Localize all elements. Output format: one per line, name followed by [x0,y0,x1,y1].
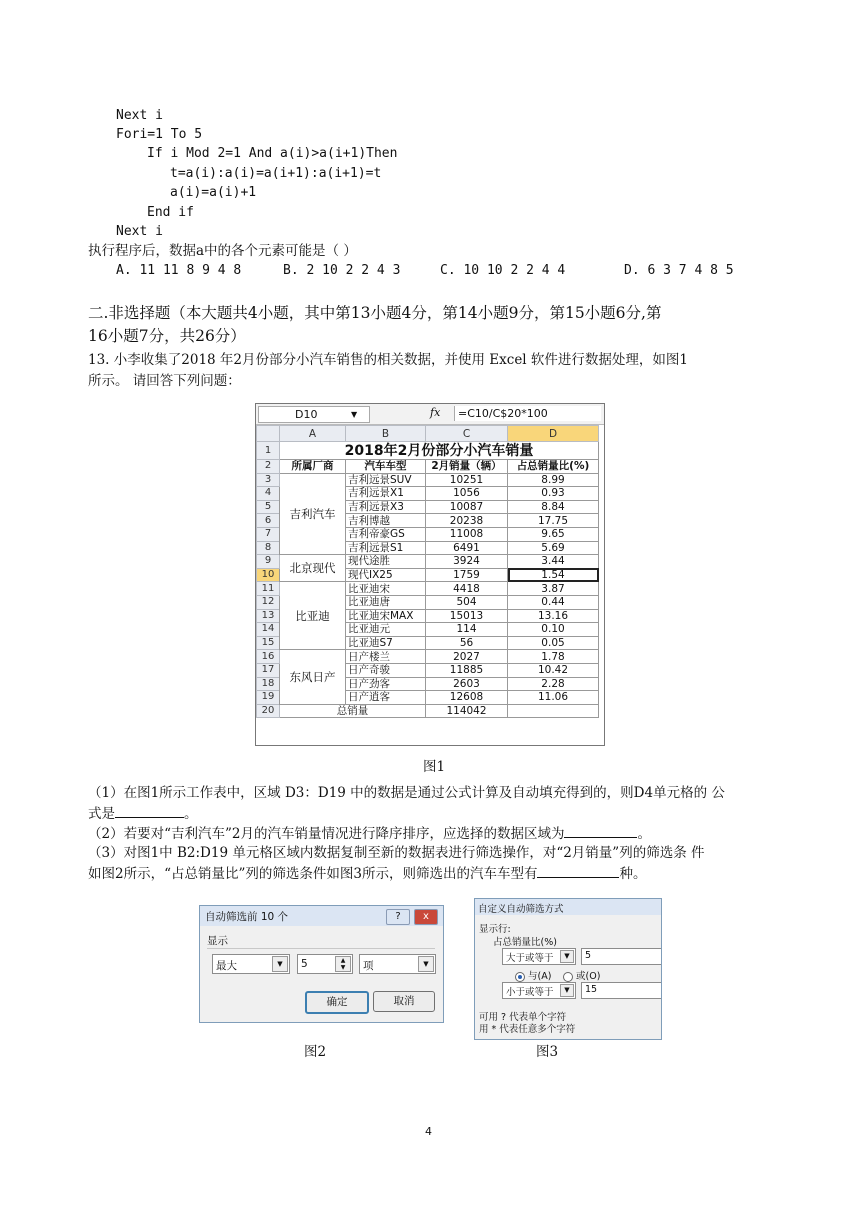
answer-options [0,263,860,283]
pct-cell: 3.87 [508,582,599,596]
pct-cell: 0.44 [508,595,599,609]
fig2-caption: 图2 [304,1044,327,1060]
section-heading: 二.非选择题（本大题共4小题，其中第13小题4分，第14小题9分，第15小题6分,第 [88,304,662,322]
model-cell: 日产劲客 [346,677,426,691]
help-button[interactable]: ? [386,909,410,925]
model-cell: 日产逍客 [346,691,426,705]
custom-filter-dialog [474,898,662,1040]
code-line: a(i)=a(i)+1 [170,185,257,200]
model-cell: 日产奇骏 [346,663,426,677]
row-header: 4 [257,487,280,501]
unit-select[interactable]: 项 ▼ [359,954,436,974]
row-header: 8 [257,541,280,555]
pct-cell: 10.42 [508,663,599,677]
header-cell: 所属厂商 [280,460,346,474]
row-header: 11 [257,582,280,596]
option-a: A. 11 11 8 9 4 8 [116,263,242,278]
dialog-title: 自动筛选前 10 个 [205,911,289,923]
header-cell: 汽车车型 [346,460,426,474]
close-button[interactable]: x [414,909,438,925]
group-label: 显示 [207,935,228,947]
cancel-button[interactable]: 取消 [373,991,435,1012]
row-header: 9 [257,555,280,569]
row-header: 16 [257,650,280,664]
model-cell: 吉利远景SUV [346,473,426,487]
formula-input: =C10/C$20*100 [454,406,601,421]
dialog-titlebar [200,906,443,926]
chevron-down-icon: ▼ [560,984,574,997]
row-header: 3 [257,473,280,487]
model-cell: 比亚迪唐 [346,595,426,609]
code-line: Next i [116,224,163,239]
row-header: 14 [257,623,280,637]
or-radio[interactable]: 或(O) [563,968,600,982]
model-cell: 吉利远景X1 [346,487,426,501]
model-cell: 比亚迪S7 [346,636,426,650]
pct-cell: 11.06 [508,691,599,705]
maker-cell: 北京现代 [280,555,346,582]
pct-cell: 2.28 [508,677,599,691]
sales-cell: 11885 [426,663,508,677]
value2-input[interactable]: 15 [581,982,662,999]
sales-cell: 3924 [426,555,508,569]
fig1-caption: 图1 [423,759,446,775]
sales-cell: 20238 [426,514,508,528]
option-b: B. 2 10 2 2 4 3 [283,263,401,278]
maker-cell: 东风日产 [280,650,346,704]
q13-intro: 所示。 请回答下列问题： [88,373,241,389]
sales-cell: 114 [426,623,508,637]
sales-cell: 15013 [426,609,508,623]
total-label: 总销量 [280,704,426,718]
row-header: 18 [257,677,280,691]
chevron-down-icon: ▼ [272,956,288,972]
model-cell: 比亚迪宋MAX [346,609,426,623]
operator1-select[interactable]: 大于或等于 ▼ [502,948,576,965]
dialog-titlebar [475,899,661,915]
pct-cell: 0.10 [508,623,599,637]
model-cell: 日产楼兰 [346,650,426,664]
chevron-down-icon: ▼ [418,956,434,972]
ok-button[interactable]: 确定 [305,991,369,1014]
chevron-down-icon: ▼ [351,410,358,419]
value1-input[interactable]: 5 [581,948,662,965]
fig3-caption: 图3 [536,1044,559,1060]
sales-cell: 504 [426,595,508,609]
spinner-arrows-icon[interactable]: ▲ ▼ [335,956,351,972]
answer-blank[interactable] [537,863,619,878]
sales-cell: 2603 [426,677,508,691]
sales-cell: 4418 [426,582,508,596]
code-line: Fori=1 To 5 [116,127,203,142]
option-c: C. 10 10 2 2 4 4 [440,263,566,278]
col-header: D [508,426,599,442]
pct-cell: 8.99 [508,473,599,487]
top-bottom-select[interactable]: 最大 ▼ [212,954,290,974]
name-box: D10 ▼ [258,406,370,423]
question-1-cont: 式是 。 [88,803,198,824]
corner-cell [257,426,280,442]
sales-cell: 10251 [426,473,508,487]
model-cell: 现代途胜 [346,555,426,569]
operator2-select[interactable]: 小于或等于 ▼ [502,982,576,999]
col-header: A [280,426,346,442]
and-radio[interactable]: 与(A) [515,968,551,982]
maker-cell: 比亚迪 [280,582,346,650]
code-line: End if [147,205,194,220]
question-3: （3）对图1中 B2:D19 单元格区域内数据复制至新的数据表进行筛选操作，对“2月销量”列的筛选条 件 [88,845,705,861]
maker-cell: 吉利汽车 [280,473,346,555]
sales-cell: 56 [426,636,508,650]
pct-cell: 3.44 [508,555,599,569]
row-header: 20 [257,704,280,718]
pct-cell: 13.16 [508,609,599,623]
code-line: Next i [116,108,163,123]
pct-cell: 17.75 [508,514,599,528]
model-cell: 比亚迪元 [346,623,426,637]
dialog-title: 自定义自动筛选方式 [478,904,564,915]
sales-cell: 10087 [426,500,508,514]
question-text: 执行程序后，数据a中的各个元素可能是（ ） [88,243,357,259]
column-label: 占总销量比(%) [493,937,557,948]
excel-screenshot [255,403,605,746]
model-cell: 吉利远景S1 [346,541,426,555]
hint-text: 用 * 代表任意多个字符 [479,1024,576,1035]
total-value: 114042 [426,704,508,718]
question-1: （1）在图1所示工作表中，区域 D3：D19 中的数据是通过公式计算及自动填充得到的，则D4单元格的 公 [88,785,725,801]
row-header: 2 [257,460,280,474]
row-header: 13 [257,609,280,623]
row-header: 17 [257,663,280,677]
header-cell: 占总销量比(%) [508,460,599,474]
page-number: 4 [425,1125,432,1138]
top10-filter-dialog [199,905,444,1023]
sales-cell: 1056 [426,487,508,501]
row-header: 5 [257,500,280,514]
row-header: 7 [257,527,280,541]
question-2: （2）若要对“吉利汽车”2月的汽车销量情况进行降序排序，应选择的数据区域为 。 [88,823,651,844]
col-header: B [346,426,426,442]
answer-blank[interactable] [115,803,184,818]
row-header: 6 [257,514,280,528]
selected-cell[interactable]: 1.54 [508,568,599,582]
model-cell: 现代IX25 [346,568,426,582]
code-line: If i Mod 2=1 And a(i)>a(i+1)Then [147,146,398,161]
radio-icon [563,972,573,982]
sheet-grid [256,425,599,718]
sales-cell: 2027 [426,650,508,664]
empty-cell [508,704,599,718]
model-cell: 比亚迪宋 [346,582,426,596]
answer-blank[interactable] [564,823,637,838]
pct-cell: 0.93 [508,487,599,501]
show-rows-label: 显示行: [479,924,511,935]
sales-cell: 11008 [426,527,508,541]
pct-cell: 8.84 [508,500,599,514]
pct-cell: 1.78 [508,650,599,664]
sales-cell: 1759 [426,568,508,582]
header-cell: 2月销量（辆） [426,460,508,474]
formula-bar [256,404,604,425]
fx-icon: fx [430,406,441,419]
option-d: D. 6 3 7 4 8 5 [624,263,734,278]
q13-intro: 13. 小李收集了2018 年2月份部分小汽车销售的相关数据，并使用 Excel 软件进行数据处理，如图1 [88,352,689,368]
chevron-down-icon: ▼ [560,950,574,963]
pct-cell: 5.69 [508,541,599,555]
group-divider [207,948,435,949]
hint-text: 可用 ? 代表单个字符 [479,1012,567,1023]
code-line: t=a(i):a(i)=a(i+1):a(i+1)=t [170,166,382,181]
model-cell: 吉利远景X3 [346,500,426,514]
sales-cell: 12608 [426,691,508,705]
count-spinner[interactable]: 5 ▲ ▼ [297,954,353,974]
pct-cell: 9.65 [508,527,599,541]
model-cell: 吉利帝豪GS [346,527,426,541]
model-cell: 吉利博越 [346,514,426,528]
pct-cell: 0.05 [508,636,599,650]
question-3-cont: 如图2所示，“占总销量比”列的筛选条件如图3所示，则筛选出的汽车车型有 种。 [88,863,646,884]
col-header: C [426,426,508,442]
sales-cell: 6491 [426,541,508,555]
row-header: 19 [257,691,280,705]
row-header: 15 [257,636,280,650]
section-heading: 16小题7分，共26分） [88,327,246,345]
sheet-title: 2018年2月份部分小汽车销量 [280,442,599,460]
row-header: 10 [257,568,280,582]
row-header: 12 [257,595,280,609]
radio-selected-icon [515,972,525,982]
row-header: 1 [257,442,280,460]
